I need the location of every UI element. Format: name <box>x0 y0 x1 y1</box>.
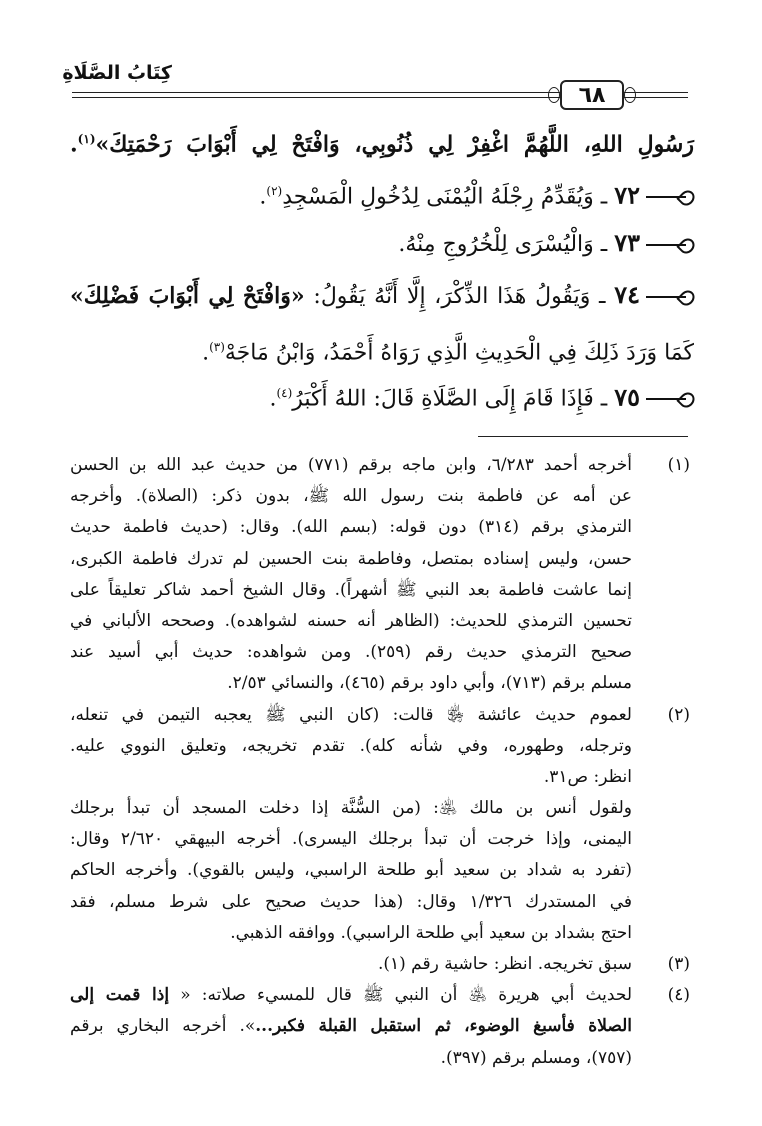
item-74 <box>70 281 694 333</box>
header-rule-tail <box>622 92 688 93</box>
item-quote: «وَافْتَحْ لِي أَبْوَابَ فَضْلِكَ» <box>70 283 305 309</box>
item-75 <box>70 379 694 431</box>
footnote-line <box>70 980 632 1011</box>
footnote-ref: (١) <box>77 132 96 146</box>
item-end: . <box>269 386 277 412</box>
footnote-line: حسن، وليس إسناده بمتصل، وفاطمة بنت الحسين لم تدرك فاطمة الكبرى، <box>70 548 632 569</box>
item-marker-icon <box>646 288 694 306</box>
item-end: . <box>202 340 210 366</box>
footnote-line: أخرجه أحمد ٦/٢٨٣، وابن ماجه برقم (٧٧١) من حديث عبد الله بن الحسن <box>70 455 632 475</box>
item-marker-icon <box>646 236 694 254</box>
footnote-line: صحيح الترمذي حديث رقم (٢٥٩). ومن شواهده: حديث أبي أسيد عند <box>70 642 633 663</box>
book-title: كِتَابُ الصَّلَاةِ <box>62 62 172 84</box>
header-rule-tail <box>622 97 688 98</box>
footnote-text: لحديث أبي هريرة ﵁ أن النبي ﷺ قال للمسيء صلاته: « <box>169 985 632 1006</box>
footnote-number: (٣) <box>667 954 690 974</box>
item-text: ـ وَالْيُسْرَى لِلْخُرُوجِ مِنْهُ. <box>398 232 615 257</box>
footnote-line: (تفرد به شداد بن سعيد أبو طلحة الراسبي، وليس بالقوي). وأخرجه الحاكم <box>70 860 632 881</box>
footnote-line: في المستدرك ١/٣٢٦ وقال: (هذا حديث صحيح على شرط مسلم، فقد <box>70 891 632 912</box>
footnote-line: سبق تخريجه. انظر: حاشية رقم (١). <box>377 954 632 974</box>
footnote-line: ولقول أنس بن مالك ﵁: (من السُّنَّة إذا دخلت المسجد أن تبدأ برجلك <box>70 798 632 819</box>
header-rule <box>72 97 560 98</box>
footnote-line: إنما عاشت فاطمة بعد النبي ﷺ أشهراً). وقال الشيخ أحمد شاكر تعليقاً على <box>70 579 632 600</box>
item-number: ٧٣ <box>614 228 640 257</box>
item-number: ٧٢ <box>614 180 640 210</box>
page-number: ٦٨ <box>560 80 624 110</box>
item-number: ٧٤ <box>614 280 640 309</box>
footnote-line <box>70 1011 632 1042</box>
footnote-number: (٤) <box>667 985 690 1006</box>
footnote-hadith-text: إذا قمت إلى <box>70 985 170 1006</box>
item-72 <box>70 177 694 229</box>
footnote-number: (٢) <box>667 704 690 725</box>
footnote-text: ». أخرجه البخاري برقم <box>70 1016 256 1037</box>
footnote-line: اليمنى، وإذا خرجت أن تبدأ برجلك اليسرى). أخرجه البيهقي ٢/٦٢٠ وقال: <box>70 829 633 850</box>
footnote-line: عن أمه عن فاطمة بنت رسول الله ﷺ، بدون ذكر: (الصلاة). وأخرجه <box>70 486 632 507</box>
footnote-number: (١) <box>667 455 690 475</box>
footnotes <box>70 450 690 1074</box>
footnote-line: (٧٥٧)، ومسلم برقم (٣٩٧). <box>440 1047 632 1068</box>
item-number: ٧٥ <box>614 382 640 412</box>
item-end: . <box>259 184 267 210</box>
item-marker-icon <box>646 188 694 206</box>
footnote-hadith-text: الصلاة فأسبغ الوضوء، ثم استقبل القبلة فكبر... <box>255 1016 632 1037</box>
header-rule <box>72 92 560 93</box>
footnote-1 <box>70 450 690 700</box>
item-text: ـ فَإِذَا قَامَ إِلَى الصَّلَاةِ قَالَ: اللهُ أَكْبَرُ <box>292 386 615 412</box>
footnote-line: لعموم حديث عائشة ﵂ قالت: (كان النبي ﷺ يعجبه التيمن في تنعله، <box>70 704 632 725</box>
item-74-continuation <box>70 333 694 379</box>
footnote-line: انظر: ص٣١. <box>543 766 632 787</box>
main-line <box>70 125 694 177</box>
footnote-line: تحسين الترمذي للحديث: (الظاهر أنه حسنه لشواهده). وصححه الألباني في <box>70 610 632 631</box>
footnote-line: الترمذي برقم (٣١٤) دون قوله: (بسم الله). وقال: (حديث فاطمة حديث <box>70 517 632 538</box>
footnote-ref: (٢) <box>266 184 283 198</box>
main-line-text: رَسُولِ اللهِ، اللَّهُمَّ اغْفِرْ لِي ذُنُوبِي، وَافْتَحْ لِي أَبْوَابَ رَحْمَتِكَ» <box>95 131 694 158</box>
main-line-end: . <box>70 131 78 158</box>
item-marker-icon <box>646 390 694 408</box>
footnote-line: وترجله، وطهوره، وفي شأنه كله). تقدم تخريجه، وتعليق النووي عليه. <box>70 735 632 756</box>
main-text <box>70 125 694 431</box>
footnote-line: مسلم برقم (٧١٣)، وأبي داود برقم (٤٦٥)، والنسائي ٢/٥٣. <box>227 673 632 694</box>
item-text: كَمَا وَرَدَ ذَلِكَ فِي الْحَدِيثِ الَّذِي رَوَاهُ أَحْمَدُ، وَابْنُ مَاجَهْ <box>224 340 694 366</box>
footnote-ref: (٣) <box>209 340 225 354</box>
item-text: ـ وَيُقَدِّمُ رِجْلَهُ الْيُمْنَى لِدُخُولِ الْمَسْجِدِ <box>282 184 615 210</box>
item-73 <box>70 229 694 281</box>
footnote-2 <box>70 700 690 950</box>
footnote-ref: (٤) <box>276 386 293 400</box>
footnote-3 <box>70 949 690 980</box>
footnote-separator <box>478 436 688 437</box>
footnote-4 <box>70 980 690 1074</box>
item-text: ـ وَيَقُولُ هَذَا الذِّكْرَ، إِلَّا أَنَّهُ يَقُولُ: <box>304 284 615 309</box>
footnote-line: احتج بشداد بن سعيد أبي طلحة الراسبي). ووافقه الذهبي. <box>230 922 632 943</box>
